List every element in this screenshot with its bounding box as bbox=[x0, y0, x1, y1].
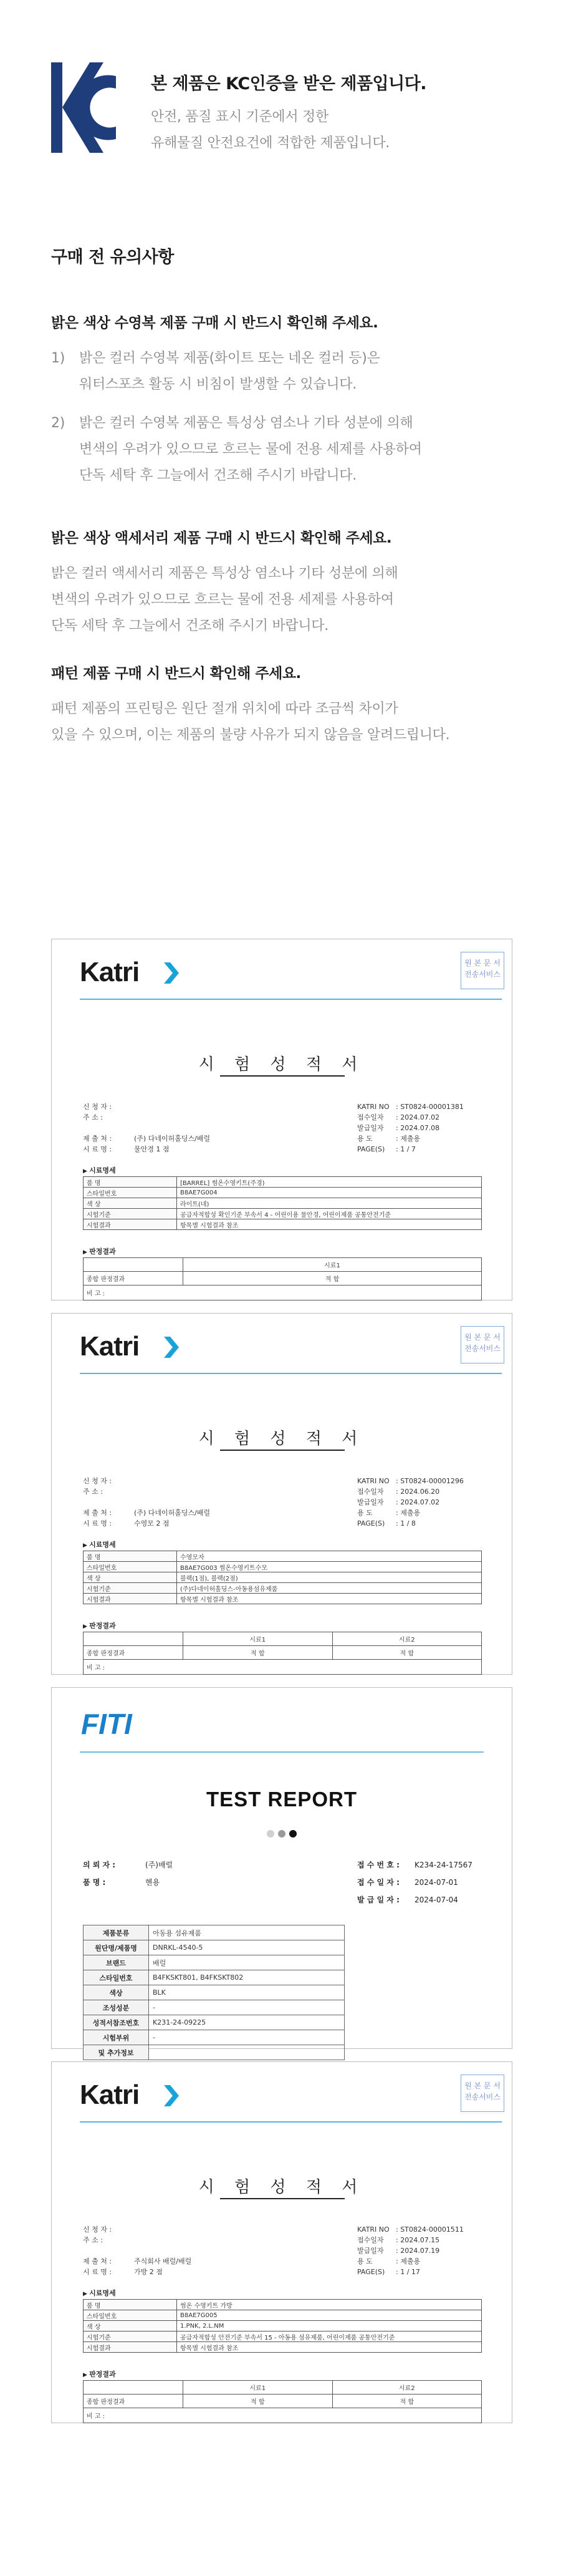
item-line: 밝은 컬러 수영복 제품(화이트 또는 네온 컬러 등)은 bbox=[79, 351, 380, 366]
table-row: 스타일번호 B4FKSKT801, B4FKSKT802 bbox=[84, 1970, 345, 1985]
item-number: 2) bbox=[51, 415, 65, 431]
swimwear-caution-item bbox=[51, 410, 512, 489]
header-rule bbox=[80, 2121, 502, 2123]
table-row: 시험기준 (주)다네이허홀딩스-아동용섬유제품 bbox=[84, 1583, 482, 1594]
title-underline bbox=[220, 1450, 345, 1451]
table-row: 색 상 라이트(네) bbox=[84, 1198, 482, 1209]
table-row: 원단명/제품명 DNRKL-4540-5 bbox=[84, 1940, 345, 1955]
table-row: 종합 판정결과 적 합 적 합 bbox=[84, 1646, 482, 1660]
kc-certification-header bbox=[51, 62, 512, 175]
header-rule bbox=[80, 1373, 502, 1374]
item-line: 단독 세탁 후 그늘에서 건조해 주시기 바랍니다. bbox=[79, 468, 357, 483]
certificate-title: 시 험 성 적 서 bbox=[198, 1055, 365, 1074]
applicant-info: 신 청 자 : 주 소 : 제 출 처 : (주) 다네이허홀딩스/배럴 시 료 명 : 물안경 1 점 bbox=[83, 1103, 211, 1153]
page-dot bbox=[267, 1830, 274, 1838]
table-row: 시험결과 항목별 시험결과 참조 bbox=[84, 1219, 482, 1230]
table-row: 비 고 : bbox=[84, 1286, 482, 1300]
judgement-label: ▶ 판정결과 bbox=[83, 2369, 116, 2379]
sample-spec-label: ▶ 시료명세 bbox=[83, 2288, 116, 2298]
para-line: 단독 세탁 후 그늘에서 건조해 주시기 바랍니다. bbox=[51, 618, 328, 634]
table-row: 품 명 썸온 수영키트 가방 bbox=[84, 2300, 482, 2310]
kc-mark-icon bbox=[51, 62, 117, 153]
katri-test-certificate-swim-cap bbox=[51, 1313, 512, 1675]
sample-spec-table bbox=[83, 2299, 482, 2353]
table-row: 시험결과 항목별 시험결과 참조 bbox=[84, 1594, 482, 1604]
kc-desc-line-1: 안전, 품질 표시 기준에서 정한 bbox=[151, 109, 328, 125]
table-row: 시험결과 항목별 시험결과 참조 bbox=[84, 2342, 482, 2353]
table-row: 및 추가정보 bbox=[84, 2045, 345, 2060]
table-row: 성적서참조번호 K231-24-09225 bbox=[84, 2015, 345, 2030]
item-line: 워터스포츠 활동 시 비침이 발생할 수 있습니다. bbox=[79, 377, 357, 392]
table-row: 조성성분 - bbox=[84, 2000, 345, 2015]
table-row: 시험부위 - bbox=[84, 2030, 345, 2045]
judgement-label: ▶ 판정결과 bbox=[83, 1620, 116, 1630]
table-row: 제품분류 아동용 섬유제품 bbox=[84, 1925, 345, 1940]
table-row: 종합 판정결과 적 합 적 합 bbox=[84, 2394, 482, 2408]
para-line: 있을 수 있으며, 이는 제품의 불량 사유가 되지 않음을 알려드립니다. bbox=[51, 727, 450, 743]
katri-logo: Katri bbox=[80, 2080, 140, 2110]
swimwear-caution-item bbox=[51, 346, 512, 398]
purchase-precautions bbox=[51, 243, 512, 748]
original-document-stamp: 원 본 문 서 전송서비스 bbox=[461, 952, 504, 989]
table-row: 색 상 1.PNK, 2.L.NM bbox=[84, 2321, 482, 2331]
report-info: 접 수 번 호 : K234-24-17567 접 수 일 자 : 2024-07-01 발 급 일 자 : 2024-07-04 bbox=[357, 1861, 472, 1904]
sample-spec-table bbox=[83, 1176, 482, 1230]
applicant-info: 신 청 자 : 주 소 : 제 출 처 : (주) 다네이허홀딩스/배럴 시 료 명 : 수영모 2 점 bbox=[83, 1477, 211, 1528]
accessory-caution-text bbox=[51, 561, 512, 639]
applicant-info: 신 청 자 : 주 소 : 제 출 처 : 주식회사 배럴/배럴 시 료 명 : 가방 2 점 bbox=[83, 2225, 192, 2276]
certificate-title: 시 험 성 적 서 bbox=[198, 2178, 365, 2197]
table-row: 색상 BLK bbox=[84, 1985, 345, 2000]
table-row: 종합 판정결과 적 합 bbox=[84, 1272, 482, 1286]
para-line: 밝은 컬러 액세서리 제품은 특성상 염소나 기타 성분에 의해 bbox=[51, 566, 398, 581]
para-line: 패턴 제품의 프린팅은 원단 절개 위치에 따라 조금씩 차이가 bbox=[51, 701, 398, 717]
judgement-label: ▶ 판정결과 bbox=[83, 1246, 116, 1256]
table-row: 스타일번호 B8AE7G004 bbox=[84, 1188, 482, 1198]
item-line: 변색의 우려가 있으므로 흐르는 물에 전용 세제를 사용하여 bbox=[79, 442, 422, 457]
item-number: 1) bbox=[51, 351, 65, 366]
pattern-caution-title: 패턴 제품 구매 시 반드시 확인해 주세요. bbox=[51, 666, 301, 682]
table-row: 스타일번호 B8AE7G005 bbox=[84, 2310, 482, 2321]
precautions-heading: 구매 전 유의사항 bbox=[51, 248, 174, 267]
title-underline bbox=[220, 2198, 345, 2199]
sample-spec-label: ▶ 시료명세 bbox=[83, 1165, 116, 1175]
report-info: KATRI NO : ST0824-00001381 접수일자 : 2024.07.02 발급일자 : 2024.07.08 용 도 : 제출용 PAGE(S) : 1 / 7 bbox=[357, 1103, 464, 1153]
chevron-right-icon bbox=[161, 2084, 180, 2108]
sample-spec-label: ▶ 시료명세 bbox=[83, 1539, 116, 1549]
report-info: KATRI NO : ST0824-00001511 접수일자 : 2024.07.15 발급일자 : 2024.07.19 용 도 : 제출용 PAGE(S) : 1 / 17 bbox=[357, 2225, 464, 2276]
judgement-table bbox=[83, 1257, 482, 1300]
katri-test-certificate-bag bbox=[51, 2061, 512, 2423]
table-row: 브랜드 배럴 bbox=[84, 1955, 345, 1970]
report-info: KATRI NO : ST0824-00001296 접수일자 : 2024.06.20 발급일자 : 2024.07.02 용 도 : 제출용 PAGE(S) : 1 / 8 bbox=[357, 1477, 464, 1528]
table-row: 시험기준 공급자적합성 안전기준 부속서 15 - 아동용 섬유제품, 어린이제품 공통안전기준 bbox=[84, 2331, 482, 2342]
table-row: 품 명 수영모자 bbox=[84, 1551, 482, 1562]
header-rule bbox=[80, 1751, 484, 1753]
katri-logo: Katri bbox=[80, 1331, 140, 1362]
judgement-table bbox=[83, 1632, 482, 1675]
sample-info-table bbox=[83, 1925, 345, 2060]
report-title: TEST REPORT bbox=[206, 1788, 358, 1811]
para-line: 변색의 우려가 있으므로 흐르는 물에 전용 세제를 사용하여 bbox=[51, 592, 394, 608]
page-dot bbox=[289, 1830, 297, 1838]
table-row: 시료1 시료2 bbox=[84, 1632, 482, 1646]
header-rule bbox=[80, 999, 502, 1000]
table-row: 시험기준 공급자적합성 확인기준 부속서 4 - 어린이용 물안경, 어린이제품 공통안전기준 bbox=[84, 1209, 482, 1219]
table-row: 시료1 시료2 bbox=[84, 2381, 482, 2394]
original-document-stamp: 원 본 문 서 전송서비스 bbox=[461, 1326, 504, 1363]
fiti-logo bbox=[80, 1705, 155, 1743]
table-row: 시료1 bbox=[84, 1258, 482, 1272]
item-line: 밝은 컬러 수영복 제품은 특성상 염소나 기타 성분에 의해 bbox=[79, 415, 413, 431]
katri-logo: Katri bbox=[80, 957, 140, 987]
table-row: 색 상 블랙(1점), 블랙(2점) bbox=[84, 1572, 482, 1583]
table-row: 비 고 : bbox=[84, 1660, 482, 1675]
kc-desc-line-2: 유해물질 안전요건에 적합한 제품입니다. bbox=[151, 135, 390, 151]
swimwear-caution-title: 밝은 색상 수영복 제품 구매 시 반드시 확인해 주세요. bbox=[51, 315, 378, 331]
svg-text:FITI: FITI bbox=[81, 1708, 132, 1740]
judgement-table bbox=[83, 2380, 482, 2423]
fiti-test-report bbox=[51, 1687, 512, 2057]
kc-title: 본 제품은 KC인증을 받은 제품입니다. bbox=[151, 74, 427, 94]
pattern-caution-text bbox=[51, 696, 512, 748]
page-indicator bbox=[52, 1828, 512, 1840]
page-dot bbox=[278, 1830, 285, 1838]
original-document-stamp: 원 본 문 서 전송서비스 bbox=[461, 2075, 504, 2112]
table-row: 품 명 [BARREL] 썸온수영키트(주경) bbox=[84, 1177, 482, 1188]
title-underline bbox=[220, 1075, 345, 1077]
table-row: 비 고 : bbox=[84, 2408, 482, 2423]
chevron-right-icon bbox=[161, 961, 180, 985]
certificate-title: 시 험 성 적 서 bbox=[198, 1430, 365, 1448]
applicant-info: 의 뢰 자 : (주)배럴 품 명 : 헨용 bbox=[83, 1861, 173, 1887]
table-row: 스타일번호 B8AE7G003 썸온수영키트수모 bbox=[84, 1562, 482, 1572]
sample-spec-table bbox=[83, 1551, 482, 1604]
katri-test-certificate-goggles bbox=[51, 939, 512, 1300]
accessory-caution-title: 밝은 색상 액세서리 제품 구매 시 반드시 확인해 주세요. bbox=[51, 530, 392, 546]
chevron-right-icon bbox=[161, 1335, 180, 1359]
